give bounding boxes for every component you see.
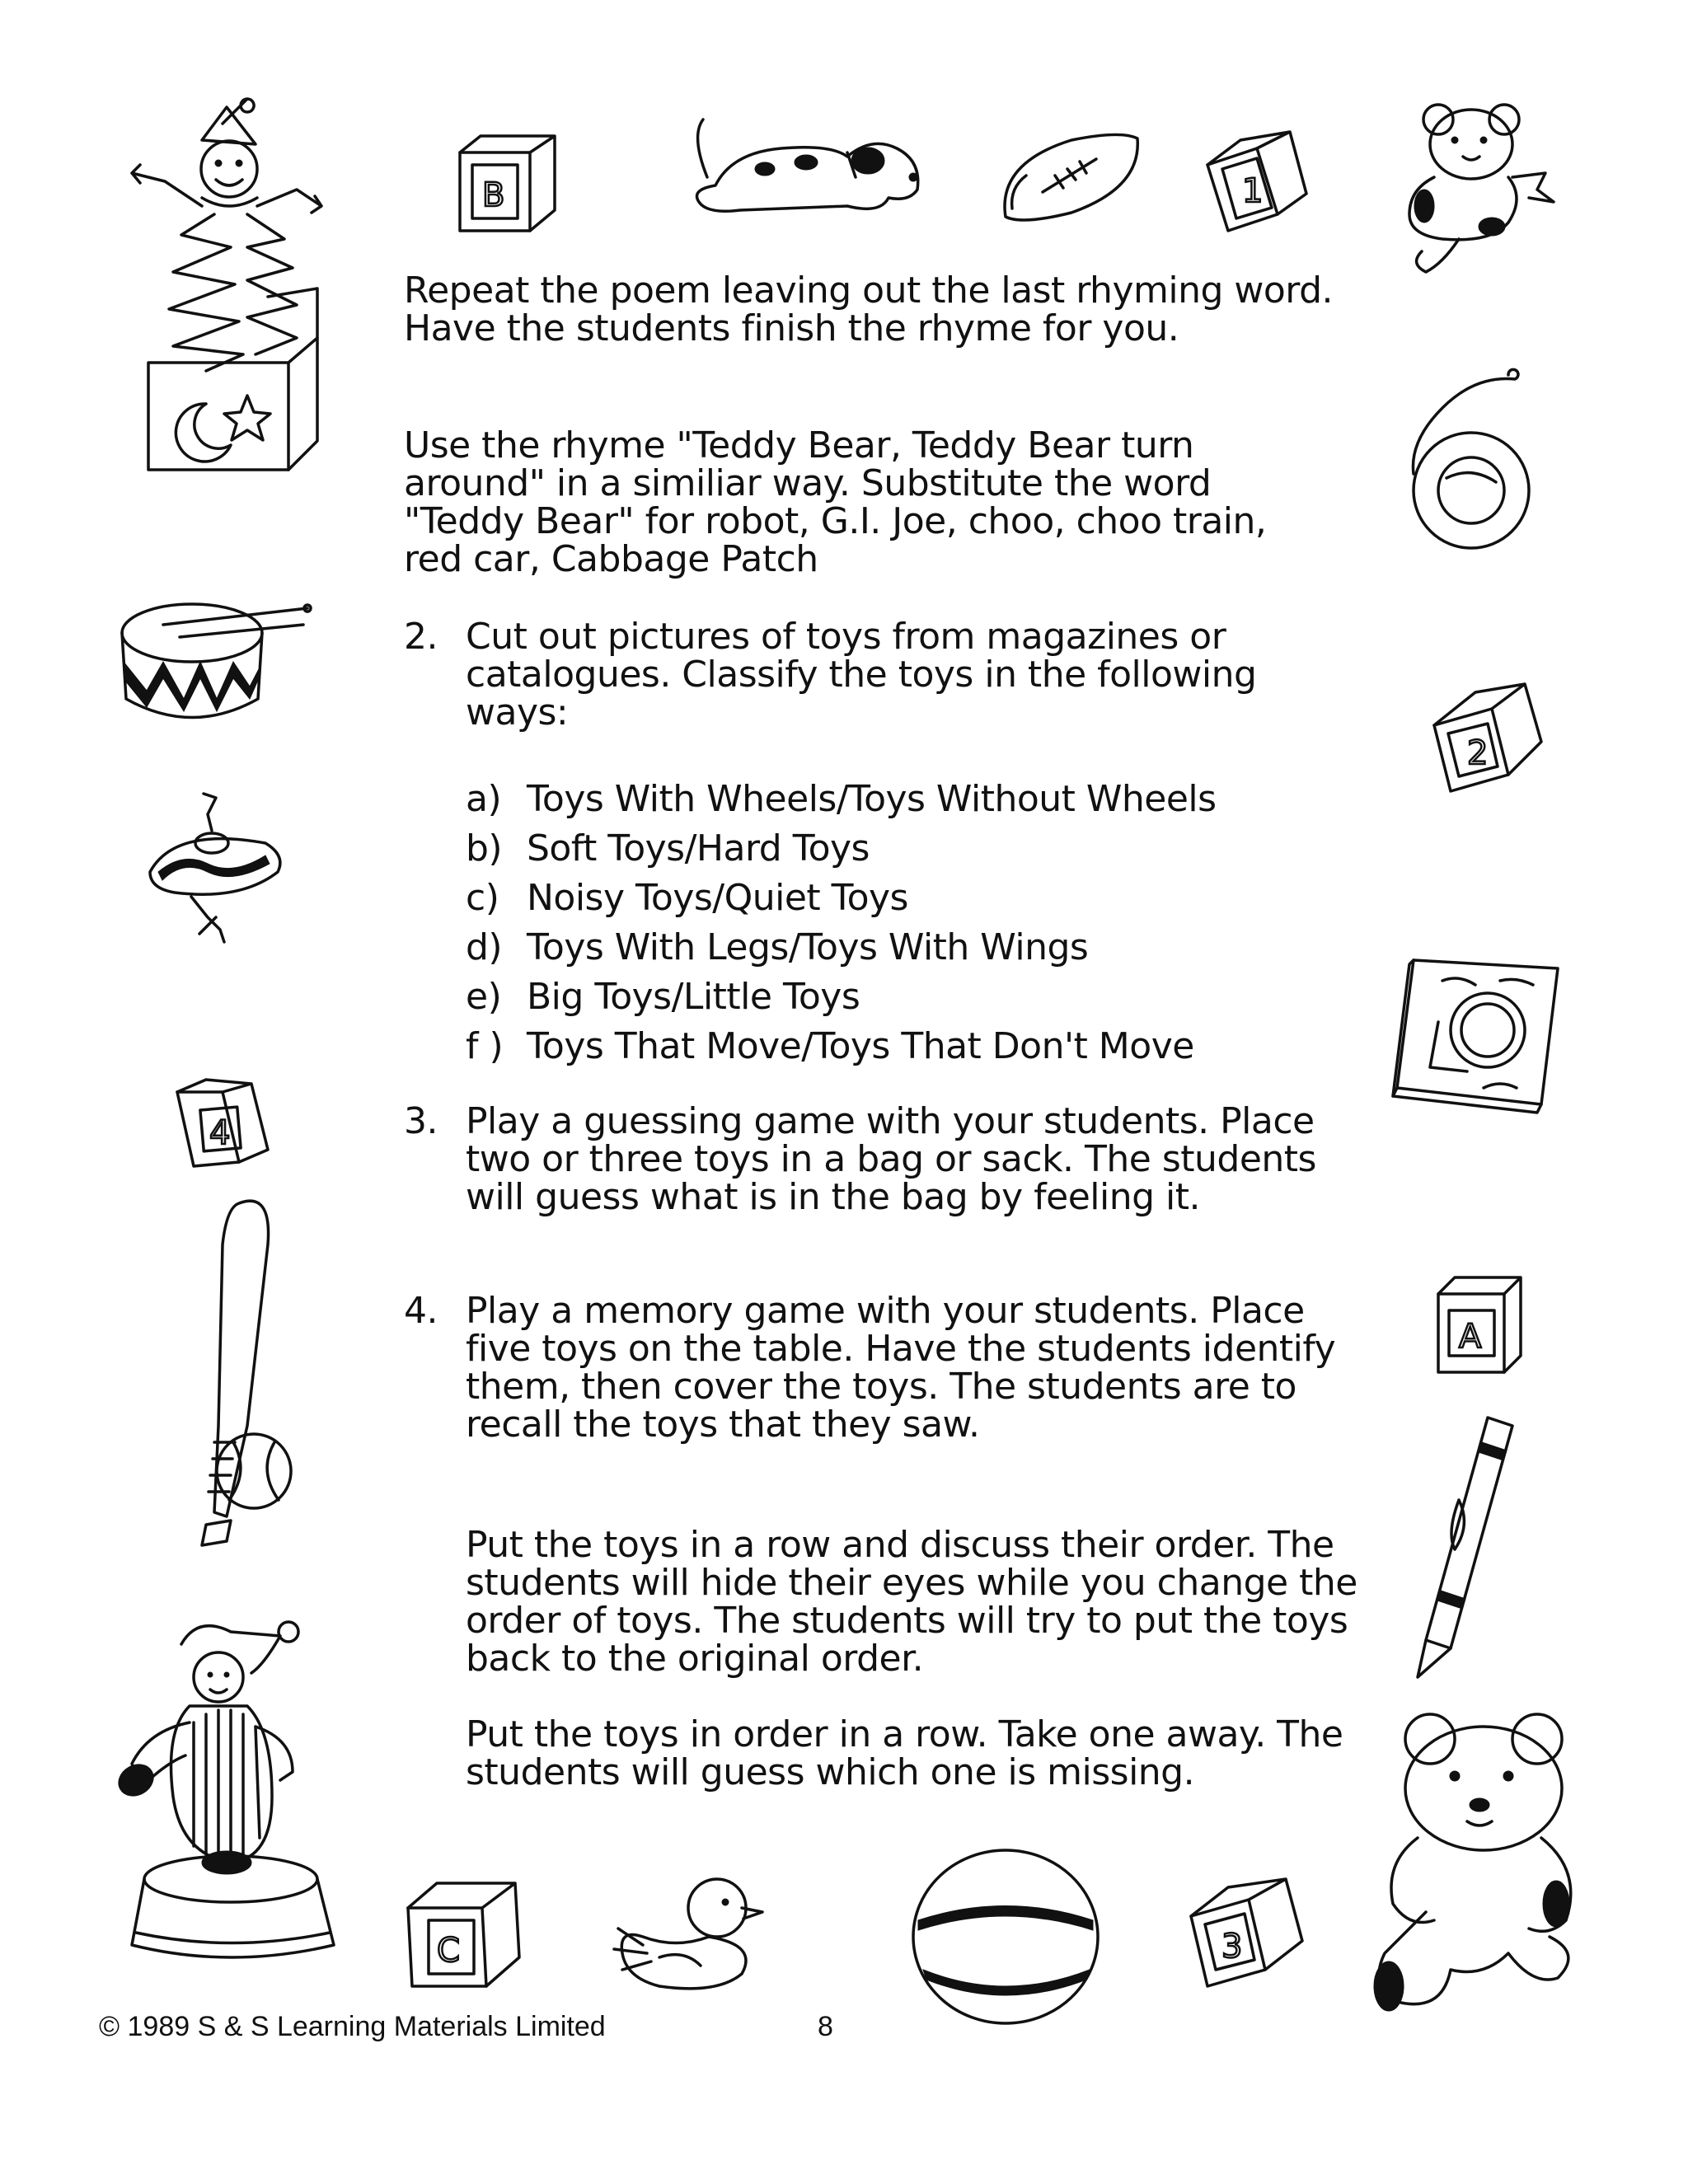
list-item: c) Noisy Toys/Quiet Toys	[466, 877, 908, 919]
item-text: Play a memory game with your students. Place five toys on the table. Have the students identify them, then cover the toys. The students are to recall the toys that they saw.	[466, 1290, 1336, 1446]
book-icon	[1393, 948, 1566, 1113]
paragraph-teddy-bear-rhyme: Use the rhyme "Teddy Bear, Teddy Bear turn around" in a similiar way. Substitute the word "Teddy Bear" for robot, G.I. Joe, choo, choo train, red car, Cabbage Patch	[404, 424, 1267, 580]
svg-text:4: 4	[209, 1114, 231, 1152]
svg-text:A: A	[1459, 1318, 1482, 1356]
baseball-icon	[213, 1430, 295, 1512]
drum-icon	[114, 592, 312, 736]
yoyo-icon	[1401, 359, 1533, 556]
page-number: 8	[818, 2011, 833, 2042]
item-text: Cut out pictures of toys from magazines or catalogues. Classify the toys in the following ways:	[466, 616, 1257, 733]
item-number: 3.	[404, 1100, 438, 1142]
copyright-notice: © 1989 S & S Learning Materials Limited	[99, 2011, 606, 2042]
svg-text:3: 3	[1221, 1928, 1243, 1966]
duck-icon	[610, 1871, 775, 1994]
toy-block-icon	[1434, 1273, 1525, 1376]
paragraph-toy-order: Put the toys in a row and discuss their order. The students will hide their eyes while you change the order of toys. The students will try to put the toys back to the original order.	[466, 1524, 1357, 1680]
paragraph-repeat-poem: Repeat the poem leaving out the last rhyming word. Have the students finish the rhyme for you.	[404, 269, 1334, 349]
list-item: e) Big Toys/Little Toys	[466, 976, 860, 1018]
svg-text:1: 1	[1242, 172, 1264, 210]
dog-icon	[682, 111, 930, 227]
teddy-bear-icon	[1352, 1706, 1591, 2019]
list-item: f ) Toys That Move/Toys That Don't Move	[466, 1025, 1194, 1067]
list-item: d) Toys With Legs/Toys With Wings	[466, 926, 1089, 968]
svg-text:C: C	[437, 1932, 460, 1970]
clown-icon	[115, 1615, 346, 1961]
classification-list	[466, 775, 1217, 1071]
item-text: Play a guessing game with your students. Place two or three toys in a bag or sack. The students will guess what is in the bag by feeling it.	[466, 1100, 1316, 1218]
toy-block-icon	[1199, 132, 1315, 239]
item-number: 2.	[404, 616, 438, 658]
spinning-top-icon	[142, 794, 286, 946]
toy-block-icon	[404, 1875, 536, 1990]
list-item: b) Soft Toys/Hard Toys	[466, 827, 870, 869]
football-icon	[997, 130, 1142, 225]
item-number: 4.	[404, 1290, 438, 1332]
svg-text:2: 2	[1467, 734, 1489, 772]
svg-text:B: B	[482, 176, 505, 214]
paragraph-missing-toy: Put the toys in order in a row. Take one away. The students will guess which one is missing.	[466, 1713, 1343, 1793]
ball-icon	[907, 1846, 1104, 2027]
toy-block-icon	[1430, 684, 1545, 799]
list-item: a) Toys With Wheels/Toys Without Wheels	[466, 778, 1217, 820]
jack-in-the-box-icon	[124, 91, 338, 478]
toy-block-icon	[452, 132, 567, 239]
toy-block-icon	[1187, 1879, 1311, 1994]
crayon-icon	[1409, 1418, 1517, 1681]
toy-block-icon	[173, 1080, 280, 1174]
teddy-bear-icon	[1393, 99, 1566, 297]
